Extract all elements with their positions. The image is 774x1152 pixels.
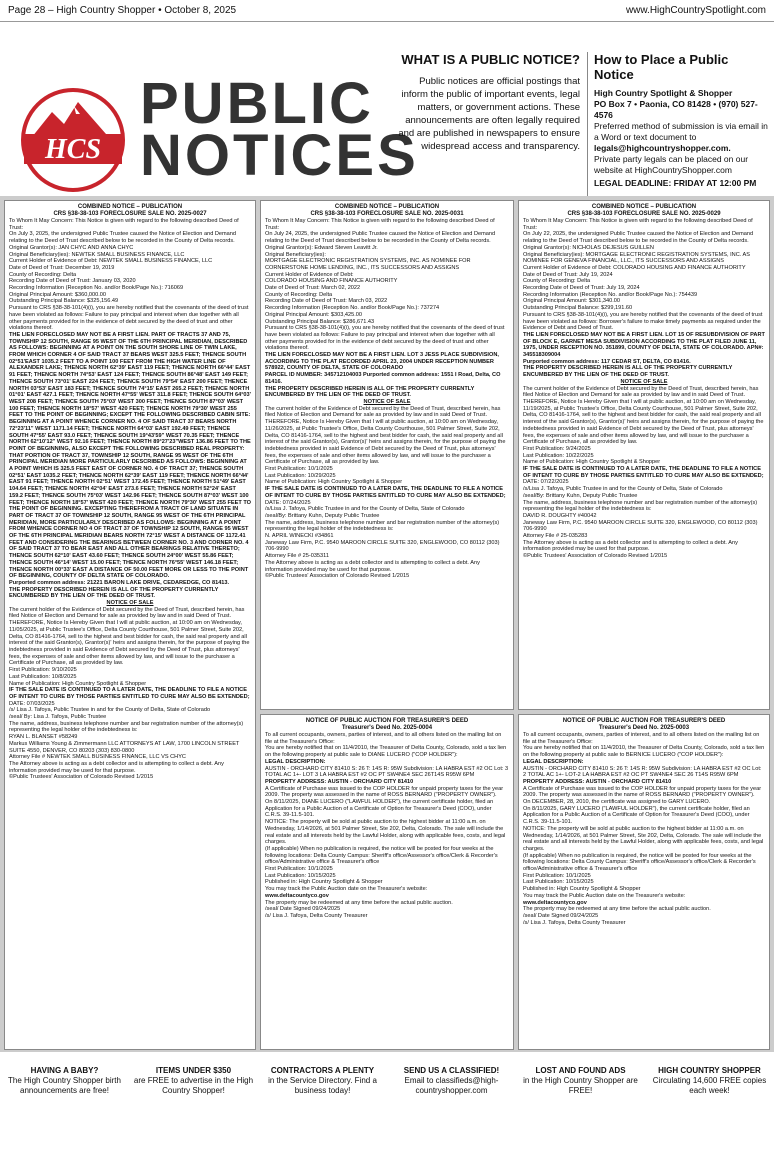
notice-line: Last Publication: 10/22/2025 <box>523 452 594 459</box>
notice-line: THEREFORE, Notice Is Hereby Given that I will at public auction, at 10:00 am on Wednesday, 11/05/2025, at Public Trustee's Office, Delta County Courthouse, 501 Palmer Street, Suite 202, Delta, CO 81416-1764, sell to the highest and best bidder for cash, the said real property and all interest of the said Grantor(s), Grantor(s)' heirs and assigns therein, for the purpose of paying the indebtedness provided in said Evidence of Debt secured by the Deed of Trust, plus attorneys' fees, the expenses of sale and other items allowed by law, and will issue to the purchaser a Certificate of Purchase, all as provided by law. <box>9 620 250 667</box>
footer-ad-body: in the Service Directory. Find a business today! <box>268 1076 377 1095</box>
footer-ad <box>0 1060 129 1152</box>
notice-of-sale-heading: NOTICE OF SALE <box>106 600 154 607</box>
notice-line: Attorney File # 25-035311 <box>265 553 329 560</box>
notice-line: To Whom It May Concern: This Notice is given with regard to the following described Deed of Trust: <box>9 218 239 231</box>
notice-line: On 8/11/2025, GARY LUCERO ("LAWFUL HOLDER"), the current certificate holder, filed an Application for a Public Auction of a Certificate of Option for Treasurer's Deed (COO), under C.R.S. 39-11.5-101. <box>523 805 750 826</box>
notice-of-sale-heading: NOTICE OF SALE <box>620 378 668 385</box>
notice-line: NOTICE: The property will be sold at public auction to the highest bidder at 11:00 a.m. on Wednesday, 1/14/2026, at 501 Palmer Street, Ste 202, Delta, Colorado. The sale will include the real estate and all interests held by the Lawful Holder, along with applicable fees, costs, and legal charges. <box>265 819 506 846</box>
notice-line: Last Publication: 10/8/2025 <box>9 673 77 680</box>
notice-title: NOTICE OF PUBLIC AUCTION FOR TREASURER'S DEED <box>562 718 726 724</box>
notice-line: NOTICE: The property will be sold at public auction to the highest bidder at 11:00 a.m. on Wednesday, 1/14/2026, at 501 Palmer Street, Ste 202, Delta, Colorado. The sale will include the real estate and all interests held by the Lawful Holder, along with applicable fees, costs, and legal charges. <box>523 825 764 852</box>
treasurer-notice <box>260 714 514 1050</box>
notice-line: Original Principal Amount: $360,000.00 <box>9 291 107 298</box>
notice-line: First Publication: 10/1/2025 <box>523 872 591 879</box>
common-address: Purported common address: 21221 BARON LAKE DRIVE, CEDAREDGE, CO 81413. <box>9 579 230 586</box>
notice-line: First Publication: 10/1/2025 <box>265 866 333 873</box>
lien-statement: THE PROPERTY DESCRIBED HEREIN IS ALL OF THE PROPERTY CURRENTLY ENCUMBERED BY THE LIEN OF THE DEED OF TRUST. <box>9 586 219 600</box>
notice-line: To all current occupants, owners, parties of interest, and to all others listed on the mailing list on file at the Treasurer's Office: <box>523 732 760 745</box>
footer-ad-title: ITEMS UNDER $350 <box>155 1066 232 1075</box>
notice-line: LEGAL DESCRIPTION: <box>523 758 584 765</box>
notice-line: DATE: 07/24/2025 <box>265 499 311 506</box>
notice-line: On 8/11/2025, DIANE LUCERO ("LAWFUL HOLDER"), the current certificate holder, filed an Application for a Public Auction of a Certificate of Option for Treasurer's Deed (COO), under C.R.S. 39-11.5-101. <box>265 799 494 819</box>
common-address: Purported common address: 117 CEDAR ST, DELTA, CO 81416. <box>523 358 691 365</box>
notice-line: Recording Information (Reception No. and/or Book/Page No.): 754439 <box>523 291 698 298</box>
notice-line: Name of Publication: High Country Spotlight & Shopper <box>265 479 403 486</box>
page-header <box>0 0 774 22</box>
what-is-box <box>398 52 580 153</box>
notice-line: The name, address, business telephone number and bar registration number of the attorney(s) representing the legal holder of the indebtedness is: <box>9 720 244 734</box>
notice-line: MORTGAGE ELECTRONIC REGISTRATION SYSTEMS, INC. AS NOMINEE FOR CORNERSTONE HOME LENDING, INC., ITS SUCCESSORS AND ASSIGNS <box>265 258 471 271</box>
notice-line: Attorney File # 25-035283 <box>523 533 588 540</box>
how-to-address: PO Box 7 • Paonia, CO 81428 • (970) 527-4576 <box>594 99 758 120</box>
notice-line: Original Beneficiary(ies): <box>265 251 326 258</box>
notice-line: /s/Lisa J. Tafoya, Public Trustee in and for the County of Delta, State of Colorado <box>265 506 465 513</box>
notice-line: The name, address, business telephone number and bar registration number of the attorney(s) representing the legal holder of the indebtedness is: <box>523 499 758 513</box>
notice-line: DATE: 07/03/2025 <box>9 700 55 707</box>
foreclosure-notice <box>4 200 256 1050</box>
notice-line: First Publication: 9/24/2025 <box>523 445 591 452</box>
notice-line: Recording Information (Reception No. and/or Book/Page No.): 737274 <box>265 305 440 312</box>
notice-line: /s/Lisa J. Tafoya, Public Trustee in and for the County of Delta, State of Colorado <box>523 486 723 493</box>
title-line-1: PUBLIC <box>140 71 374 136</box>
footer-ad-title: HIGH COUNTRY SHOPPER <box>658 1066 761 1075</box>
notice-line: PROPERTY ADDRESS: AUSTIN - ORCHARD CITY 81410 <box>265 778 414 785</box>
footer-ad <box>258 1060 387 1152</box>
notice-line: The current holder of the Evidence of Debt secured by the Deed of Trust, described herein, has filed Notice of Election and Demand for sale as provided by law and in said Deed of Trust. <box>523 385 759 399</box>
notice-line: Original Grantor(s): NICHOLAS DEJESUS GUILLEN <box>523 244 654 251</box>
notice-line: The property may be redeemed at any time before the actual public auction. <box>265 899 453 906</box>
title-line-2: NOTICES <box>140 123 419 188</box>
footer-ad-title: SEND US A CLASSIFIED! <box>403 1066 500 1075</box>
continuation-clause: IF THE SALE DATE IS CONTINUED TO A LATER DATE, THE DEADLINE TO FILE A NOTICE OF INTENT TO CURE BY THOSE PARTIES ENTITLED TO CURE MAY ALSO BE EXTENDED; <box>265 486 506 499</box>
foreclosure-notice <box>260 200 514 710</box>
common-address: PARCEL ID NUMBER: 345712104003 Purported common address: 1551 I Road, Delta, CO 81416. <box>265 372 501 385</box>
notice-line: (If applicable) When no publication is required, the notice will be posted for four weeks at the following locations: Delta County Campus: Sheriff's office/Assessor's office/Clerk & Recorder's office/Administrative office & Treasurer's office <box>265 845 498 866</box>
how-to-body1: Preferred method of submission is via email in a Word or text document to <box>594 121 768 142</box>
notice-line: PROPERTY ADDRESS: AUSTIN - ORCHARD CITY 81410 <box>523 778 672 785</box>
notice-line: Date of Deed of Trust: December 19, 2019 <box>9 264 115 271</box>
footer-ad <box>387 1060 516 1152</box>
notice-line: Last Publication: 10/15/2025 <box>523 879 594 886</box>
notice-line: AUSTIN - ORCHARD CITY 81410 S: 26 T: 14S R: 95W Subdivision: LA HABRA EST #2 OC Lot: 3 TOTAL AC 1+- LOT 3 LA HABRA EST #2 OC PT SW4NE4 SEC 26T14S R95W 6PM <box>265 765 509 779</box>
notice-line: LEGAL DESCRIPTION: <box>265 758 326 765</box>
notice-line: County of Recording: Delta <box>265 291 333 298</box>
legal-description: THE LIEN FORECLOSED MAY NOT BE A FIRST LIEN. PART OF TRACTS 37 AND 75, TOWNSHIP 12 SOUTH, RANGE 95 WEST OF THE 6TH PRINCIPAL MERIDIAN, DESCRIBED AS FOLLOWS: BEGINNING AT A POINT ON THE SOUTH SHORE LINE OF TWIN LAKE, FROM WHICH CORNER 4 OF SAID TRACT 37 BEARS WEST 325.5 FEET; THENCE SOUTH 02°51'EAST 1035.2 FEET TO A POINT 100 FEET FROM THE HIGH WATER LINE OF ALEXANDER LAKE; THENCE NORTH 62°39' EAST 119 FEET; THENCE NORTH 66°44' EAST 91 FEET; THENCE NORTH 74°53' EAST 124 FEET; THENCE SOUTH 86°48' EAST 149 FEET; THENCE SOUTH 73°01' EAST 224 FEET; THENCE SOUTH 79°54' EAST 200 FEET; THENCE NORTH 03°53' EAST 183 FEET; THENCE SOUTH 74°15' EAST 265.2 FEET; THENCE NORTH 01°01' EAST 427.1 FEET; THENCE NORTH 47°55' WEST 311.8 FEET; THENCE SOUTH 64°03' WEST 208 FEET; THENCE SOUTH 75°03' WEST 300 FEET; THENCE SOUTH 87°03' WEST 100 FEET; THENCE NORTH 18°57' WEST 420 FEET; THENCE NORTH 79°30' WEST 255 FEET TO THE POINT OF BEGINNING; EXCEPT THE FOLLOWING DESCRIBED CABIN SITE: BEGINNING AT A POINT WHENCE CORNER NO. 4 OF SAID TRACT 37 BEARS NORTH 72°23'11" WEST 1171.14 FEET; THENCE NORTH 64°03' EAST 192.49 FEET; THENCE SOUTH 47°55' EAST 93.0 FEET; THENCE SOUTH 19°43'59" WEST 70.35 FEET; THENCE NORTH 62°10'12" WEST 92.16 FEET; THENCE NORTH 89°27'23"WEST 136.86 FEET TO THE POINT OF BEGINNING, ALSO EXCEPT THE FOLLOWING DESCRIBED REAL PROPERTY: THAT PORTION OF TRACT 37, TOWNSHIP 12 SOUTH, RANGE 95 WEST OF THE 6TH PRINCIPAL MERIDIAN MORE PARTICULARLY DESCRIBED AS FOLLOWS: BEGINNING AT A POINT WHICH IS 325.5 FEET EAST OF CORNER NO. 4 OF TRACT 37; THENCE SOUTH 02°51' EAST 1035.2 FEET; THENCE NORTH 62°39' EAST 119 FEET; THENCE NORTH 66°44' EAST 91 FEET; THENCE NORTH 02°51' WEST 172.45 FEET; THENCE NORTH 51°49' EAST 104.64 FEET; THENCE NORTH 42°04' EAST 273.6 FEET; THENCE NORTH 52°24' EAST 159.2 FEET; THENCE SOUTH 75°03' WEST 142.96 FEET; THENCE SOUTH 87°03' WEST 100 FEET; THENCE NORTH 18°57' WEST 420 FEET; THENCE NORTH 79°30' WEST 255 FEET TO THE POINT OF BEGINNING. EXCEPTING THEREFROM A TRACT OF LAND SITUATE IN PART OF TRACT 37 OF TOWNSHIP 12 SOUTH, RANGE 95 WEST OF THE 6TH PRINCIPAL MERIDIAN, MORE PARTICULARLY DESCRIBED AS FOLLOWS: BEGINNING AT A POINT FROM WHENCE CORNER NO 4 OF TRACT 37 OF TOWNSHIP 12 SOUTH, RANGE 95 WEST OF THE 6TH PRINCIPAL MERIDIAN BEARS NORTH 72°15' WEST A DISTANCE OF 1172.41 FEET AND CONSIDERING THE BEARINGS BETWEEN CORNER NO. 3 AND CORNER NO. 4 OF SAID TRACT 37 TO BEAR EAST AND ALL OTHER BEARINGS RELATIVE THERETO; THENCE SOUTH 62°10' EAST 43.60 FEET; THENCE SOUTH 24°00' WEST 55.86 FEET; THENCE SOUTH 46°14' WEST 15.00 FEET; THENCE NORTH 76°55' WEST 146.18 FEET; THENCE NORTH 00°33' EAST A DISTANCE OF 50.00 FEET MORE OR LESS TO THE POINT OF BEGINNING, COUNTY OF DELTA STATE OF COLORADO. <box>9 331 252 580</box>
how-to-box <box>594 52 770 189</box>
notice-line: On DECEMBER, 28, 2010, the certificate was assigned to GARY LUCERO. <box>523 799 711 806</box>
notice-line: County of Recording: Delta <box>9 271 77 278</box>
notice-line: On July 24, 2025, the undersigned Public Trustee caused the Notice of Election and Demand relating to the Deed of Trust described below to be recorded in the County of Delta records. <box>265 231 496 245</box>
notice-line: /s/ Lisa J. Tafoya, Delta County Treasurer <box>523 919 626 926</box>
footer-ads <box>0 1060 774 1152</box>
notice-line: /seal/ By: Lisa J. Tafoya, Public Trustee <box>9 714 107 721</box>
notice-line: www.deltacountyco.gov <box>265 892 329 899</box>
notice-subtitle: Treasurer's Deed No. 2025-0003 <box>598 725 690 731</box>
notice-line: ©Public Trustees' Association of Colorado Revised 1/2015 <box>523 553 668 560</box>
notice-line: The current holder of the Evidence of Debt secured by the Deed of Trust, described herein, has filed Notice of Election and Demand for sale as provided by law and in said Deed of Trust. <box>9 606 245 620</box>
notice-title: COMBINED NOTICE – PUBLICATION <box>77 204 183 210</box>
notice-line: The Attorney above is acting as a debt collector and is attempting to collect a debt. Any information provided may be used for that purpose. <box>9 760 224 774</box>
notice-title: NOTICE OF PUBLIC AUCTION FOR TREASURER'S DEED <box>305 718 469 724</box>
notice-line: Name of Publication: High Country Spotlight & Shopper <box>523 459 661 466</box>
notice-line: Published in: High Country Spotlight & Shopper <box>265 879 383 886</box>
continuation-clause: IF THE SALE DATE IS CONTINUED TO A LATER DATE, THE DEADLINE TO FILE A NOTICE OF INTENT TO CURE BY THOSE PARTIES ENTITLED TO CURE MAY ALSO BE EXTENDED; <box>9 687 250 700</box>
notice-line: Name of Publication: High Country Spotlight & Shopper <box>9 680 147 687</box>
footer-ad-title: HAVING A BABY? <box>30 1066 99 1075</box>
notice-line: On July 22, 2025, the undersigned Public Trustee caused the Notice of Election and Demand relating to the Deed of Trust described below to be recorded in the County of Delta records. <box>523 231 754 245</box>
notice-line: Date of Deed of Trust: July 19, 2024 <box>523 271 613 278</box>
notice-line: THEREFORE, Notice Is Hereby Given that I will at public auction, at 10:00 am on Wednesday, 11/26/2025, at Public Trustee's Office, Delta County Courthouse, 501 Palmer Street, Suite 202, Delta, CO 81416-1764, sell to the highest and best bidder for cash, the said real property and all interest of the said Grantor(s), Grantor(s)' heirs and assigns therein, for the purpose of paying the indebtedness provided in said Evidence of Debt secured by the Deed of Trust, plus attorneys' fees, the expenses of sale and other items allowed by law, and will issue to the purchaser a Certificate of Purchase, all as provided by law. <box>265 419 506 466</box>
legal-description: THE LIEN FORECLOSED MAY NOT BE A FIRST LIEN. LOT 15 OF RESUBDIVISION OF PART OF BLOCK E, GARNET MESA SUBDIVISION ACCORDING TO THE PLAT FILED JUNE 11, 1975, UNDER RECEPTION NO. 351899, COUNTY OF DELTA, STATE OF COLORADO. APN#: 345518309004 <box>523 331 765 359</box>
notice-line: Last Publication: 10/15/2025 <box>265 872 336 879</box>
notice-line: AUSTIN - ORCHARD CITY 81410 S: 26 T: 14S R: 95W Subdivision: LA HABRA EST #2 OC Lot: 2 TOTAL AC 1+- LOT-2 LA HABRA EST #2 OC PT SW4NE4 SEC 26 T14S R95W 6PM <box>523 765 762 779</box>
notice-line: A Certificate of Purchase was issued to the COP HOLDER for unpaid property taxes for the year 2009. The property was assessed in the name of ROSS BERNARD ("PROPERTY OWNER"). <box>265 785 504 799</box>
footer-ad-body: The High Country Shopper birth announcements are free! <box>8 1076 121 1095</box>
notice-line: DAVID R. DOUGHTY #40042 <box>523 512 597 519</box>
notice-line: On July 3, 2025, the undersigned Public Trustee caused the Notice of Election and Demand relating to the Deed of Trust described below to be recorded in the County of Delta records. <box>9 231 236 245</box>
notice-line: Janeway Law Firm, P.C. 9540 MAROON CIRCLE SUITE 320, ENGLEWOOD, CO 80112 (303) 706-9990 <box>265 539 500 553</box>
notice-line: You may track the Public Auction date on the Treasurer's website: <box>265 886 428 893</box>
notice-line: Recording Date of Deed of Trust: January 03, 2020 <box>9 278 136 285</box>
how-to-title: How to Place a Public Notice <box>594 52 729 82</box>
notice-line: Attorney File # NEWTEK SMALL BUSINESS FINANCE, LLC VS CHYC <box>9 754 186 761</box>
notice-subtitle: Treasurer's Deed No. 2025-0004 <box>341 725 433 731</box>
notice-line: Pursuant to CRS §38-38-101(4)(i), you are hereby notified that the covenants of the deed of trust have been violated as follows: Borrower's failure to make timely payments as required under the Evidence of Debt and Deed of Trust. <box>523 311 763 332</box>
notice-line: /seal/By: Brittany Kuhn, Deputy Public Trustee <box>265 512 380 519</box>
notice-line: To Whom It May Concern: This Notice is given with regard to the following described Deed of Trust: <box>265 218 495 231</box>
notice-line: The current holder of the Evidence of Debt secured by the Deed of Trust, described herein, has filed Notice of Election and Demand for sale as provided by law and in said Deed of Trust. <box>265 405 501 419</box>
footer-ad <box>645 1060 774 1152</box>
footer-ad-body: Circulating 14,600 FREE copies each week! <box>652 1076 767 1095</box>
notice-line: Pursuant to CRS §38-38-101(4)(i), you are hereby notified that the covenants of the deed of trust have been violated as follows: Failure to pay principal and interest when due together with all other payments provided for in the evidence of debt secured by the deed of trust and other violations thereof. <box>9 305 249 332</box>
notice-line: You are hereby notified that on 11/4/2010, the Treasurer of Delta County, Colorado, sold a tax lien on the following property at public sale to DIANE LUCERO ("COP HOLDER"): <box>265 745 507 759</box>
notice-line: Original Principal Amount: $303,425.00 <box>265 311 363 318</box>
masthead <box>0 22 774 192</box>
notice-line: /s/ Lisa J. Tafoya, Public Trustee in and for the County of Delta, State of Colorado <box>9 707 211 714</box>
notice-line: First Publication: 10/1/2025 <box>265 466 333 473</box>
notice-line: /s/ Lisa J. Tafoya, Delta County Treasurer <box>265 912 368 919</box>
notice-line: To Whom It May Concern: This Notice is given with regard to the following described Deed of Trust: <box>523 218 753 231</box>
notice-line: (If applicable) When no publication is required, the notice will be posted for four weeks at the following locations: Delta County Campus: Sheriff's office/Assessor's office/Clerk & Recorder's office/Administrative office & Treasurer's office <box>523 852 756 873</box>
notice-line: Janeway Law Firm, P.C. 9540 MAROON CIRCLE SUITE 320, ENGLEWOOD, CO 80112 (303) 706-9990 <box>523 519 758 533</box>
notice-of-sale-heading: NOTICE OF SALE <box>363 398 411 405</box>
notice-line: Original Grantor(s): JAN CHYC AND ANNA CHYC <box>9 244 134 251</box>
notice-line: Outstanding Principal Balance: $299,191.60 <box>523 305 633 312</box>
notice-line: COLORADO HOUSING AND FINANCE AUTHORITY <box>265 278 398 285</box>
footer-ad <box>129 1060 258 1152</box>
foreclosure-notice <box>518 200 770 710</box>
notice-line: /seal/ Date Signed 09/24/2025 <box>523 912 599 919</box>
notice-line: The name, address, business telephone number and bar registration number of the attorney(s) representing the legal holder of the indebtedness is: <box>265 519 500 533</box>
how-to-body2: Private party legals can be placed on our website at HighCountryShopper.com <box>594 154 749 175</box>
footer-ad-title: LOST AND FOUND ADS <box>535 1066 626 1075</box>
notice-line: Markus Williams Young & Zimmermann LLC ATTORNEYS AT LAW, 1700 LINCOLN STREET SUITE 4550, DENVER, CO 80203 (303) 830-0800 <box>9 740 240 754</box>
notice-subtitle: CRS §38-38-103 FORECLOSURE SALE NO. 2025-0029 <box>567 211 721 217</box>
notice-line: County of Recording: Delta <box>523 278 591 285</box>
what-is-body: Public notices are official postings that inform the public of important events, legal matters, or government actions. These announcements are often legally required and are published in newspapers to ensure widespread access and transparency. <box>398 76 580 152</box>
continuation-clause: IF THE SALE DATE IS CONTINUED TO A LATER DATE, THE DEADLINE TO FILE A NOTICE OF INTENT TO CURE BY THOSE PARTIES ENTITLED TO CURE MAY ALSO BE EXTENDED; <box>523 466 764 479</box>
notice-line: THEREFORE, Notice Is Hereby Given that I will at public auction, at 10:00 am on Wednesday, 11/19/2025, at Public Trustee's Office, Delta County Courthouse, 501 Palmer Street, Suite 202, Delta, CO 81416-1764, sell to the highest and best bidder for cash, the said real property and all interest of the said Grantor(s), Grantor(s)' heirs and assigns therein, for the purpose of paying the indebtedness provided in said Evidence of Debt secured by the Deed of Trust, plus attorneys' fees, the expenses of sale and other items allowed by law, and will issue to the purchaser a Certificate of Purchase, all as provided by law. <box>523 398 764 446</box>
notice-line: A Certificate of Purchase was issued to the COP HOLDER for unpaid property taxes for the year 2009. The property was assessed in the name of ROSS BERNARD ("PROPERTY OWNER"). <box>523 785 762 799</box>
notice-line: You may track the Public Auction date on the Treasurer's website: <box>523 892 686 899</box>
header-left: Page 28 – High Country Shopper • October 8, 2025 <box>8 5 237 16</box>
notice-title: COMBINED NOTICE – PUBLICATION <box>591 204 697 210</box>
notice-line: Outstanding Principal Balance: $286,671.43 <box>265 318 375 325</box>
notice-line: /seal/ Date Signed 09/24/2025 <box>265 906 341 913</box>
notice-line: First Publication: 9/10/2025 <box>9 667 77 674</box>
notice-line: Current Holder of Evidence of Debt: NEWTEK SMALL BUSINESS FINANCE, LLC <box>9 258 213 265</box>
notice-line: ©Public Trustees' Association of Colorado Revised 1/2015 <box>9 774 154 781</box>
notice-line: Last Publication: 10/29/2025 <box>265 472 336 479</box>
lien-statement: THE PROPERTY DESCRIBED HEREIN IS ALL OF THE PROPERTY CURRENTLY ENCUMBERED BY THE LIEN OF THE DEED OF TRUST. <box>523 365 733 379</box>
footer-ad-title: CONTRACTORS A PLENTY <box>270 1066 375 1075</box>
header-right: www.HighCountrySpotlight.com <box>625 5 766 16</box>
notice-line: Date of Deed of Trust: March 02, 2022 <box>265 285 361 292</box>
treasurer-notice <box>518 714 770 1050</box>
footer-ad-body: in the High Country Shopper are FREE! <box>523 1076 638 1095</box>
legal-deadline: LEGAL DEADLINE: FRIDAY AT 12:00 PM <box>594 178 757 188</box>
logo-text: HCS <box>44 134 102 165</box>
notice-line: To all current occupants, owners, parties of interest, and to all others listed on the mailing list on file at the Treasurer's Office: <box>265 732 502 745</box>
notice-line: You are hereby notified that on 11/4/2010, the Treasurer of Delta County, Colorado, sold a tax lien on the following property at public sale to BERNICE LUCERO ("COP HOLDER"): <box>523 745 765 759</box>
what-is-title: WHAT IS A PUBLIC NOTICE? <box>401 52 580 67</box>
notice-subtitle: CRS §38-38-103 FORECLOSURE SALE NO. 2025-0031 <box>310 211 464 217</box>
notice-line: ©Public Trustees' Association of Colorado Revised 1/2015 <box>265 573 410 580</box>
notice-line: Pursuant to CRS §38-38-101(4)(i), you are hereby notified that the covenants of the deed of trust have been violated as follows: Failure to pay principal and interest when due together with all other payments provided for in the evidence of debt secured by the deed of trust and other violations thereof. <box>265 325 505 352</box>
notice-title: COMBINED NOTICE – PUBLICATION <box>334 204 440 210</box>
notice-line: Recording Information (Reception No. and/or Book/Page No.): 716069 <box>9 285 184 292</box>
footer-ad-body: Email to classifieds@high-countryshopper.com <box>404 1076 499 1095</box>
notice-line: Original Grantor(s): Edward Steven Leavitt Jr. <box>265 244 378 251</box>
notice-line: Published in: High Country Spotlight & Shopper <box>523 886 641 893</box>
notice-line: /seal/By: Brittany Kuhn, Deputy Public Trustee <box>523 492 638 499</box>
notice-line: The property may be redeemed at any time before the actual public auction. <box>523 906 711 913</box>
notice-line: Recording Date of Deed of Trust: July 19, 2024 <box>523 285 640 292</box>
notice-line: The Attorney above is acting as a debt collector and is attempting to collect a debt. Any information provided may be used for that purpose. <box>523 539 738 553</box>
legal-description: THE LIEN FORECLOSED MAY NOT BE A FIRST LIEN. LOT 3 JESS PLACE SUBDIVISION, ACCORDING TO THE PLAT RECORDED APRIL 23, 2004 UNDER RECEPTION NUMBER 578922, COUNTY OF DELTA, STATE OF COLORADO <box>265 352 499 372</box>
how-to-org: High Country Spotlight & Shopper <box>594 88 733 98</box>
notice-line: Original Beneficiary(ies): NEWTEK SMALL BUSINESS FINANCE, LLC <box>9 251 185 258</box>
notice-line: DATE: 07/22/2025 <box>523 479 569 486</box>
notice-line: www.deltacountyco.gov <box>523 899 587 906</box>
notice-line: Original Principal Amount: $301,340.00 <box>523 298 621 305</box>
notice-line: Original Beneficiary(ies): MORTGAGE ELECTRONIC REGISTRATION SYSTEMS, INC. AS NOMINEE FOR GENEVA FINANCIAL, LLC., ITS SUCCESSORS AND ASSIGNS <box>523 251 751 265</box>
notice-line: RYAN L. BLANSET #58249 <box>9 734 78 741</box>
notice-line: Outstanding Principal Balance: $325,156.49 <box>9 298 119 305</box>
how-to-email[interactable]: legals@highcountryshopper.com. <box>594 143 731 153</box>
notice-line: N. APRIL WINECKI #34861 <box>265 533 334 540</box>
notice-subtitle: CRS §38-38-103 FORECLOSURE SALE NO. 2025-0027 <box>53 211 207 217</box>
footer-ad-body: are FREE to advertise in the High Country Shopper! <box>133 1076 254 1095</box>
divider <box>587 52 588 207</box>
notice-line: Current Holder of Evidence of Debt: COLORADO HOUSING AND FINANCE AUTHORITY <box>523 264 746 271</box>
lien-statement: THE PROPERTY DESCRIBED HEREIN IS ALL OF THE PROPERTY CURRENTLY ENCUMBERED BY THE LIEN OF THE DEED OF TRUST. <box>265 385 475 399</box>
notice-line: The Attorney above is acting as a debt collector and is attempting to collect a debt. Any information provided may be used for that purpose. <box>265 559 480 573</box>
hcs-logo <box>14 82 132 192</box>
notice-line: Current Holder of Evidence of Debt: <box>265 271 354 278</box>
page-title <box>140 71 419 188</box>
footer-ad <box>516 1060 645 1152</box>
notice-line: Recording Date of Deed of Trust: March 03, 2022 <box>265 298 388 305</box>
